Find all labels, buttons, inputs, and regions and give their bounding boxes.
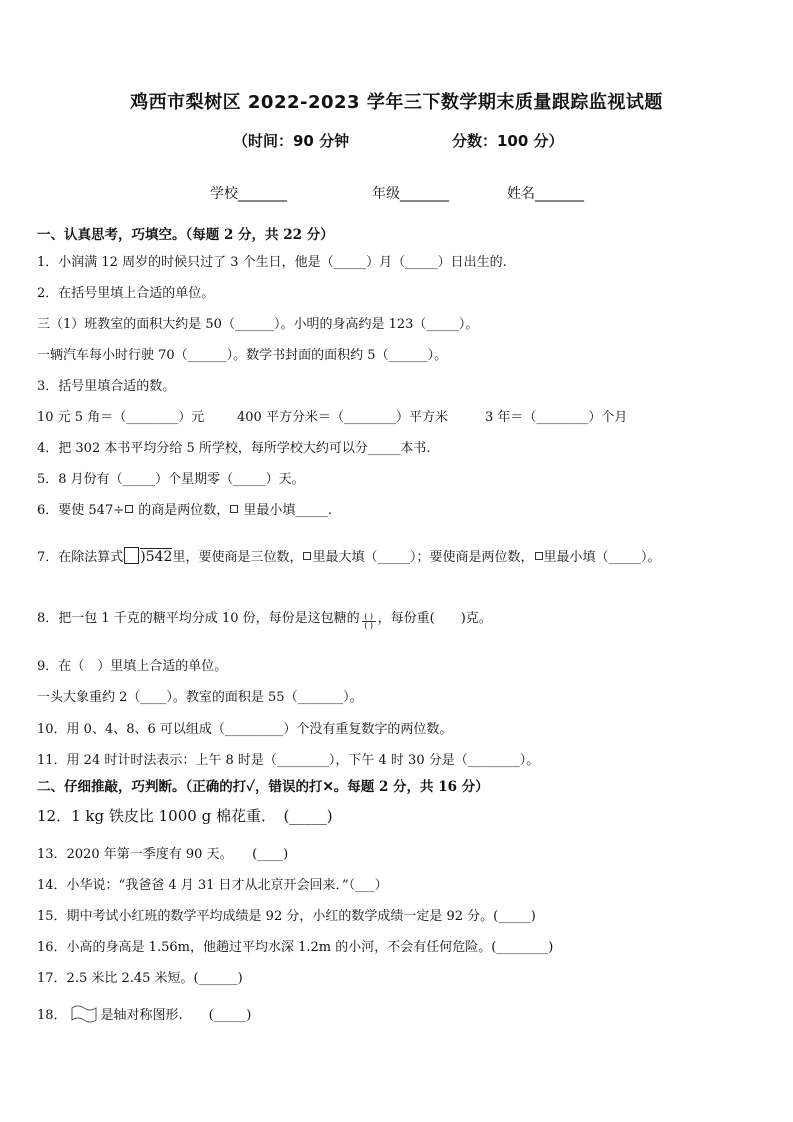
question-15: 15．期中考试小红班的数学平均成绩是 92 分，小红的数学成绩一定是 92 分。(_____): [37, 909, 536, 924]
q6-text-pre: 6．要使 547÷: [37, 503, 125, 518]
fraction-top: ( ): [364, 612, 374, 621]
fraction-bottom: ( ): [364, 621, 374, 630]
blank-box-icon: [535, 552, 543, 560]
question-6: [37, 499, 332, 518]
q7-text-end: 里最小填（_____）。: [543, 550, 661, 565]
question-7: [37, 546, 661, 565]
question-17: 17．2.5 米比 2.45 米短。(______): [37, 971, 243, 986]
question-3c: 3 年＝（________）个月: [485, 410, 628, 425]
time-label: （时间：90 分钟: [233, 132, 350, 150]
blank-box-icon: [125, 505, 133, 513]
question-3a: 10 元 5 角＝（________）元: [37, 410, 205, 425]
q8-text-pre: 8．把一包 1 千克的糖平均分成 10 份，每份是这包糖的: [37, 611, 360, 626]
question-18: [37, 1004, 251, 1024]
question-4: 4．把 302 本书平均分给 5 所学校，每所学校大约可以分_____本书.: [37, 441, 431, 456]
question-3b: 400 平方分米＝（________）平方米: [237, 410, 448, 425]
question-16: 16．小高的身高是 1.56m，他趟过平均水深 1.2m 的小河，不会有任何危险。(________): [37, 940, 554, 955]
q8-text-post: ，每份重( )克。: [377, 611, 492, 626]
question-9a: 一头大象重约 2（____）。教室的面积是 55（_______）。: [37, 690, 363, 705]
page-title: 鸡西市梨树区 2022-2023 学年三下数学期末质量跟踪监视试题: [130, 92, 663, 113]
question-2: 2．在括号里填上合适的单位。: [37, 286, 215, 301]
fraction-blank: [362, 613, 376, 630]
question-5: 5．8 月份有（_____）个星期零（_____）天。: [37, 472, 305, 487]
q6-text-mid: 的商是两位数，: [134, 503, 230, 518]
question-9: 9．在（ ）里填上合适的单位。: [37, 659, 228, 674]
question-13: 13．2020 年第一季度有 90 天。 (____): [37, 847, 289, 862]
wavy-flag-shape-icon: [69, 1004, 99, 1024]
blank-box-icon: [303, 552, 311, 560]
q7-text-mid: 里，要使商是三位数，: [172, 550, 303, 565]
grade-field: 年级_______: [372, 186, 449, 202]
q18-text-post: 是轴对称图形. (_____): [100, 1008, 252, 1023]
question-14: 14．小华说：“我爸爸 4 月 31 日才从北京开会回来．”（___）: [37, 878, 388, 893]
question-12: 12．1 kg 铁皮比 1000 g 棉花重． (_____): [37, 807, 333, 825]
question-11: 11．用 24 时计时法表示：上午 8 时是（________），下午 4 时 30 分是（________）。: [37, 753, 540, 768]
q7-text-pre: 7．在除法算式: [37, 550, 124, 565]
question-2a: 三（1）班教室的面积大约是 50（______）。小明的身高约是 123（_____）。: [37, 317, 479, 332]
blank-box-icon: [124, 547, 139, 564]
blank-box-icon: [230, 505, 238, 513]
school-field: 学校_______: [210, 186, 287, 202]
question-8: [37, 607, 492, 630]
q18-text-pre: 18．: [37, 1008, 67, 1023]
q7-text-mid2: 里最大填（_____）；要使商是两位数，: [312, 550, 534, 565]
question-1: 1．小润满 12 周岁的时候只过了 3 个生日，他是（_____）月（_____）日出生的.: [37, 255, 507, 270]
question-10: 10．用 0、4、8、6 可以组成（_________）个没有重复数字的两位数。: [37, 722, 453, 737]
section-heading: 二、仔细推敲，巧判断。（正确的打✓，错误的打✕。每题 2 分，共 16 分）: [37, 779, 489, 795]
q6-text-end: 里最小填_____.: [239, 503, 333, 518]
section-heading: 一、认真思考，巧填空。（每题 2 分，共 22 分）: [37, 227, 334, 243]
q7-division: )542: [140, 549, 173, 565]
score-label: 分数：100 分）: [452, 132, 564, 150]
name-field: 姓名_______: [507, 186, 584, 202]
question-3: 3．括号里填合适的数。: [37, 379, 176, 394]
question-2b: 一辆汽车每小时行驶 70（______）。数学书封面的面积约 5（______）。: [37, 348, 448, 363]
